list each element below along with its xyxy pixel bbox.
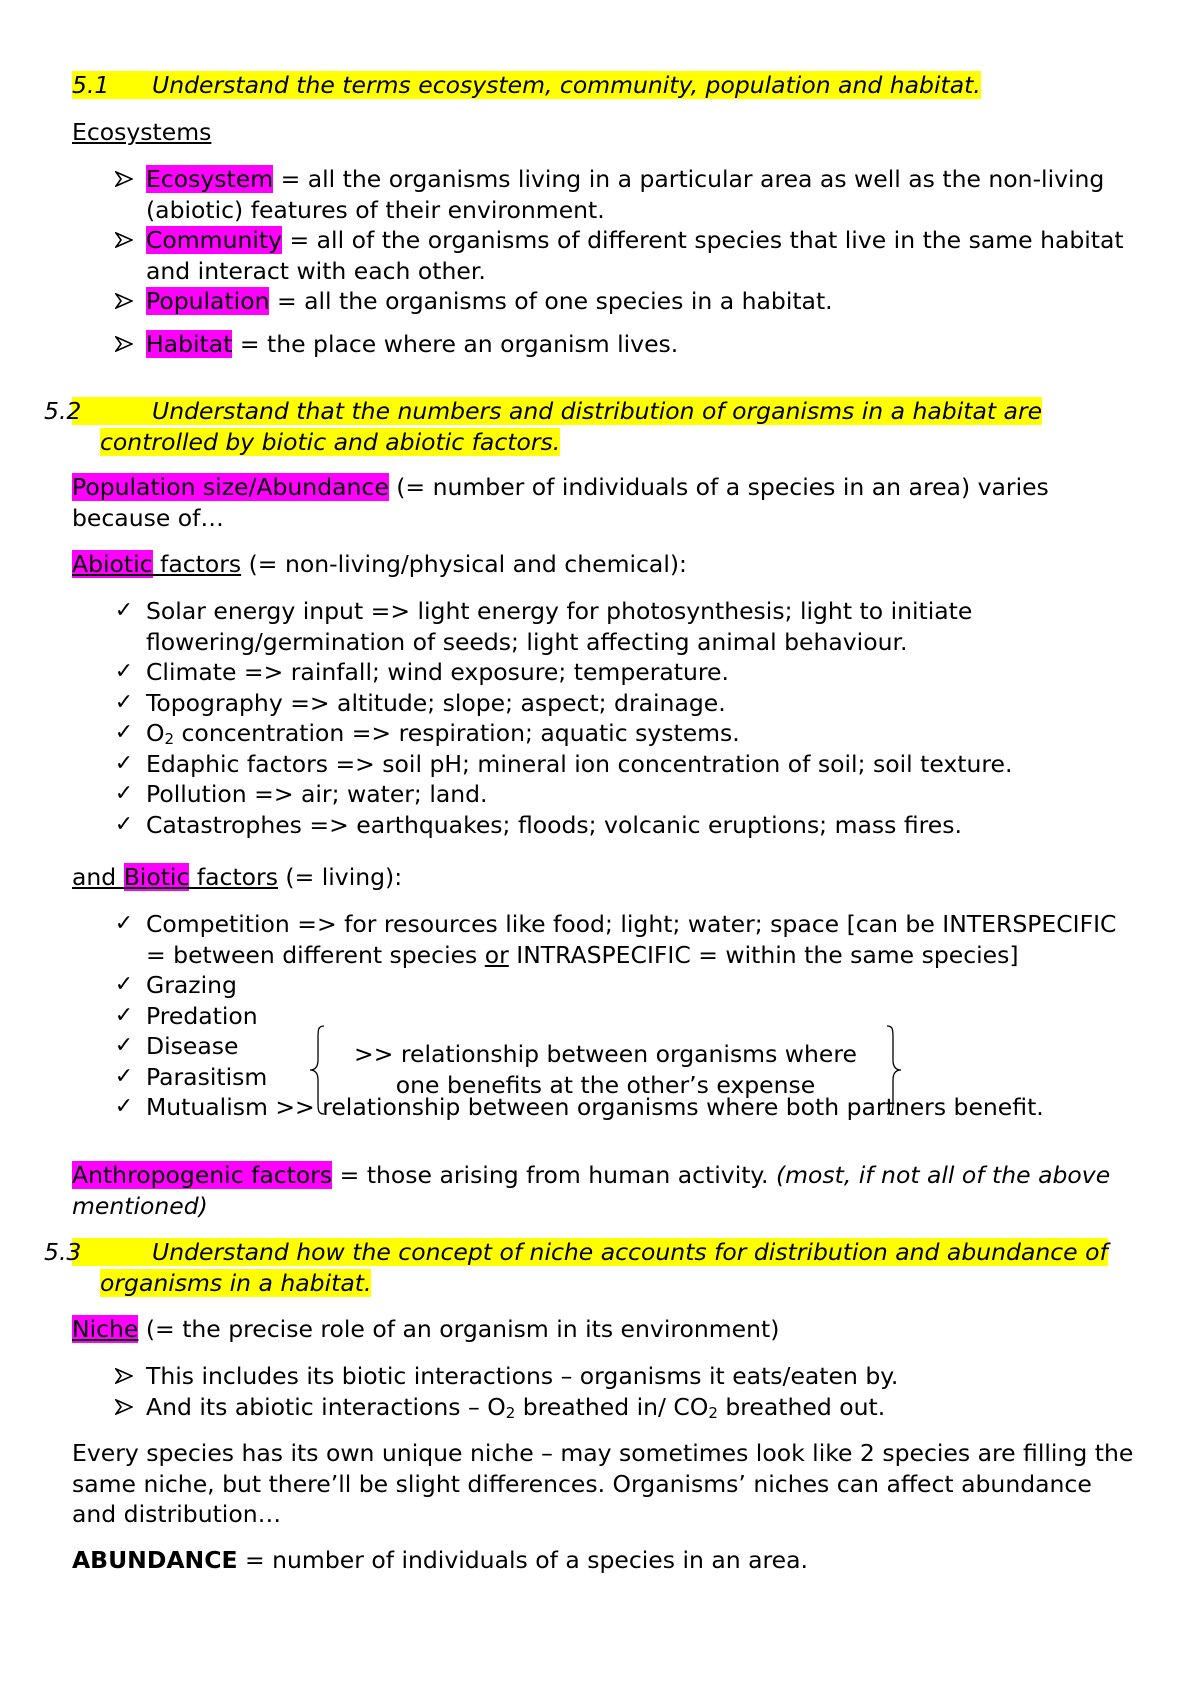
list-item-text: Predation bbox=[146, 1001, 258, 1030]
and-word: and bbox=[72, 863, 124, 891]
definition-text: = number of individuals of a species in an area. bbox=[237, 1546, 808, 1574]
section-number: 5.3 bbox=[44, 1238, 82, 1266]
abundance-label: ABUNDANCE bbox=[72, 1546, 238, 1574]
niche-explanation-paragraph: Every species has its own unique niche – may sometimes look like 2 species are filling the same niche, but there’ll be slight differences. Organisms’ niches can affect abundance and distribution… bbox=[72, 1439, 1134, 1528]
list-item bbox=[72, 286, 1140, 317]
list-item-text: Mutualism >> relationship between organisms where both partners benefit. bbox=[146, 1093, 1044, 1121]
o2-symbol: O bbox=[146, 719, 165, 747]
list-item-text: Grazing bbox=[146, 971, 237, 999]
list-item-text: Pollution => air; water; land. bbox=[146, 780, 488, 808]
section-5-3-heading bbox=[44, 1237, 1140, 1298]
abundance-definition bbox=[72, 1545, 1140, 1576]
checkmark-icon: ✓ bbox=[114, 1033, 134, 1058]
paragraph-text: (= number of individuals of a species in an area) varies because of… bbox=[72, 473, 1049, 532]
term-anthropogenic: Anthropogenic factors bbox=[72, 1161, 333, 1189]
checkmark-icon: ✓ bbox=[114, 750, 134, 776]
brace-text: >> relationship between organisms where one benefits at the other’s expense bbox=[354, 1040, 857, 1099]
term-population-size: Population size/Abundance bbox=[72, 473, 389, 501]
term-niche: Niche bbox=[72, 1315, 139, 1343]
section-5-1-heading bbox=[72, 70, 1140, 101]
definition-text: = all of the organisms of different species that live in the same habitat and interact with each other. bbox=[146, 226, 1124, 285]
abiotic-factors-list bbox=[72, 596, 1140, 840]
list-item bbox=[72, 688, 1140, 719]
left-brace-icon bbox=[308, 1024, 328, 1116]
arrow-bullet-icon bbox=[112, 286, 136, 317]
anthropogenic-paragraph bbox=[72, 1160, 1140, 1221]
checkmark-icon: ✓ bbox=[114, 1094, 134, 1119]
paragraph-text: (= the precise role of an organism in its environment) bbox=[138, 1315, 780, 1343]
term-population: Population bbox=[146, 287, 270, 315]
list-item-text: concentration => respiration; aquatic systems. bbox=[174, 719, 740, 747]
list-item bbox=[72, 810, 1140, 841]
italic-note: (most, if not all of the above mentioned) bbox=[72, 1161, 1111, 1220]
list-item-text: Edaphic factors => soil pH; mineral ion concentration of soil; soil texture. bbox=[146, 749, 1013, 778]
term-abiotic: Abiotic bbox=[72, 550, 153, 578]
list-item-text: Competition => for resources like food; light; water; space [can be INTERSPECIFIC = between different species bbox=[146, 910, 1117, 969]
list-item bbox=[72, 909, 1140, 970]
list-item-text: breathed in/ CO bbox=[515, 1392, 709, 1421]
arrow-bullet-icon bbox=[112, 1361, 136, 1392]
list-item bbox=[72, 1392, 1140, 1423]
list-item bbox=[72, 164, 1140, 225]
list-item-text: And its abiotic interactions – O bbox=[146, 1392, 506, 1421]
checkmark-icon: ✓ bbox=[114, 911, 134, 936]
term-community: Community bbox=[146, 226, 283, 254]
list-item bbox=[72, 657, 1140, 688]
biotic-description: (= living): bbox=[277, 863, 403, 891]
list-item-text: Parasitism bbox=[146, 1062, 268, 1091]
list-item bbox=[72, 749, 1140, 780]
list-item bbox=[72, 779, 1140, 810]
list-item bbox=[72, 596, 1140, 657]
definition-text: = all the organisms of one species in a habitat. bbox=[269, 287, 833, 315]
definition-text: = the place where an organism lives. bbox=[232, 329, 679, 358]
checkmark-icon: ✓ bbox=[114, 689, 134, 715]
section-title: Understand how the concept of niche accounts for distribution and abundance of organisms in a habitat. bbox=[100, 1238, 1108, 1297]
checkmark-icon: ✓ bbox=[114, 1063, 134, 1089]
brace-annotation bbox=[308, 1024, 903, 1116]
definition-text: = all the organisms living in a particular area as well as the non-living (abiotic) features of their environment. bbox=[146, 165, 1105, 224]
list-item bbox=[72, 225, 1140, 286]
population-paragraph bbox=[72, 472, 1140, 533]
paragraph-text: = those arising from human activity. bbox=[332, 1161, 776, 1189]
or-word: or bbox=[484, 940, 509, 969]
checkmark-icon: ✓ bbox=[114, 659, 134, 684]
checkmark-icon: ✓ bbox=[114, 972, 134, 997]
list-item bbox=[72, 970, 1140, 1001]
list-item-text: INTRASPECIFIC = within the same species] bbox=[508, 940, 1019, 969]
list-item bbox=[72, 718, 1140, 749]
list-item-text: Solar energy input => light energy for photosynthesis; light to initiate flowering/germination of seeds; light affecting animal behaviour. bbox=[146, 597, 973, 656]
term-ecosystem: Ecosystem bbox=[146, 165, 274, 193]
subscript: 2 bbox=[505, 1403, 516, 1422]
subscript: 2 bbox=[164, 730, 175, 748]
section-5-2-heading bbox=[44, 396, 1140, 457]
arrow-bullet-icon bbox=[112, 225, 136, 256]
section-title: Understand that the numbers and distribution of organisms in a habitat are controlled by biotic and abiotic factors. bbox=[100, 397, 1043, 456]
arrow-bullet-icon bbox=[112, 329, 136, 360]
arrow-bullet-icon bbox=[112, 1392, 136, 1423]
list-item-text: Topography => altitude; slope; aspect; drainage. bbox=[146, 688, 726, 717]
factors-word: factors bbox=[189, 863, 278, 891]
list-item bbox=[72, 329, 1140, 360]
ecosystems-subheading: Ecosystems bbox=[72, 118, 212, 146]
term-biotic: Biotic bbox=[123, 863, 190, 891]
list-item bbox=[72, 1361, 1140, 1392]
checkmark-icon: ✓ bbox=[114, 781, 134, 806]
section-number: 5.1 bbox=[72, 71, 110, 99]
arrow-bullet-icon bbox=[112, 164, 136, 195]
definitions-list bbox=[72, 164, 1140, 359]
biotic-heading bbox=[72, 862, 1140, 893]
checkmark-icon: ✓ bbox=[114, 1002, 134, 1028]
list-item-text: breathed out. bbox=[717, 1392, 886, 1421]
term-habitat: Habitat bbox=[146, 329, 233, 358]
abiotic-heading bbox=[72, 549, 1140, 580]
list-item-text: Catastrophes => earthquakes; floods; volcanic eruptions; mass fires. bbox=[146, 810, 962, 839]
section-title: Understand the terms ecosystem, community, population and habitat. bbox=[152, 71, 981, 99]
checkmark-icon: ✓ bbox=[114, 598, 134, 623]
factors-word: factors bbox=[152, 550, 242, 578]
niche-paragraph bbox=[72, 1314, 1140, 1345]
section-number: 5.2 bbox=[44, 397, 82, 425]
checkmark-icon: ✓ bbox=[114, 811, 134, 837]
list-item-text: This includes its biotic interactions – organisms it eats/eaten by. bbox=[146, 1362, 899, 1390]
abiotic-description: (= non-living/physical and chemical): bbox=[241, 550, 687, 578]
list-item-text: Disease bbox=[146, 1032, 239, 1060]
niche-list bbox=[72, 1361, 1140, 1422]
list-item-text: Climate => rainfall; wind exposure; temperature. bbox=[146, 658, 729, 686]
subscript: 2 bbox=[708, 1403, 718, 1422]
right-brace-icon bbox=[883, 1024, 903, 1116]
checkmark-icon: ✓ bbox=[114, 720, 134, 745]
